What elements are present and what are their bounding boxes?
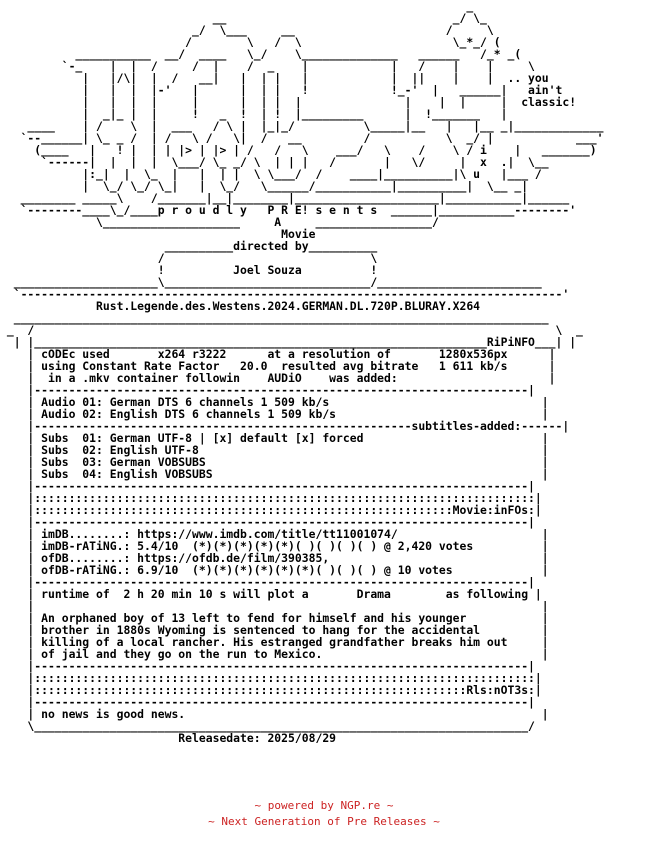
- footer-tagline: ~ Next Generation of Pre Releases ~: [208, 815, 440, 828]
- nfo-ascii-document: _ __ _/ \_ _/ \___ __ / \ / \ / \ \_*_/ ( ___________ __/ ____ \_/ \______________ ______ /_* _( `-_ | | / / | / _ | | / | | \ | |/\| | / __| | | | | | || | | .. you | | | |-' | | | | ! !_-' | ______| ain't | | | | | | | | | | | | | classic! | _|_ | | ! _ ! | ! |_________ | !_______ | ____ | / \ | ___ / \ | |_|_/ \_____|__ | |__ _|_____________ `--______| \_ _ / | / \ / \| / __ / \ _/ | ___' (____ | ! | | | |> | |> | / / \ ___/ \ / \ / i | _______) `------| | | | \___/ \_ _/ \ | | | / | \/ | x .| \__ |:_| | \_ | | | | \ \___/ / ____|__________|\ u |___ / | \_/ \_/ \_| | \_/ \______/___________|__________| \__ _| ________ _____\ /_______|__|________|_____________________|___________|______ `--------____\_/____p r o u d l y P R E! s e n t s ______|___________--------' \____________________ A _________________/ Movie __________directed by__________ / \ ! Joel Souza ! _____________________\______________________________/________________________ `-------------------------------------------------------------------------------' Rust.Legende.des.Westens.2024.GERMAN.DL.720P.BLURAY.X264 ______________________________________________________________________________ _ / \ _ | |__________________________________________________________________RiPiNFO___| | | cODEc used x264 r3222 at a resolution of 1280x536px | | using Constant Rate Factor 20.0 resulted avg bitrate 1 611 kb/s | | in a .mkv container followin AUDiO was added: | |------------------------------------------------------------------------| | Audio 01: German DTS 6 channels 1 509 kb/s | | Audio 02: English DTS 6 channels 1 509 kb/s | |-------------------------------------------------------subtitles-added:------| | Subs 01: German UTF-8 | [x] default [x] forced | | Subs 02: English UTF-8 | | Subs 03: German VOBSUBS | | Subs 04: English VOBSUBS | |------------------------------------------------------------------------| |:::::::::::::::::::::::::::::::::::::::::::::::::::::::::::::::::::::::::| |:::::::::::::::::::::::::::::::::::::::::::::::::::::::::::::Movie:inFOs:| |------------------------------------------------------------------------| | imDB........: https://www.imdb.com/title/tt11001074/ | | imDB-rATiNG.: 5.4/10 (*)(*)(*)(*)(*)( )( )( )( ) @ 2,420 votes | | ofDB........: https://ofdb.de/film/390385, | | ofDB-rATiNG.: 6.9/10 (*)(*)(*)(*)(*)(*)( )( )( ) @ 10 votes | |------------------------------------------------------------------------| | runtime of 2 h 20 min 10 s will plot a Drama as following | | | | An orphaned boy of 13 left to fend for himself and his younger | | brother in 1880s Wyoming is sentenced to hang for the accidental | | killing of a local rancher. His estranged grandfather breaks him out | | of jail and they go on the run to Mexico. | |------------------------------------------------------------------------| |:::::::::::::::::::::::::::::::::::::::::::::::::::::::::::::::::::::::::| |:::::::::::::::::::::::::::::::::::::::::::::::::::::::::::::::Rls:nOT3s:| |------------------------------------------------------------------------| | no news is good news. | \________________________________________________________________________/ Releasedate: 2025/08/29: [6, 0, 604, 744]
- footer-powered-by: ~ powered by NGP.re ~: [254, 799, 394, 812]
- nfo-footer: [0, 798, 648, 830]
